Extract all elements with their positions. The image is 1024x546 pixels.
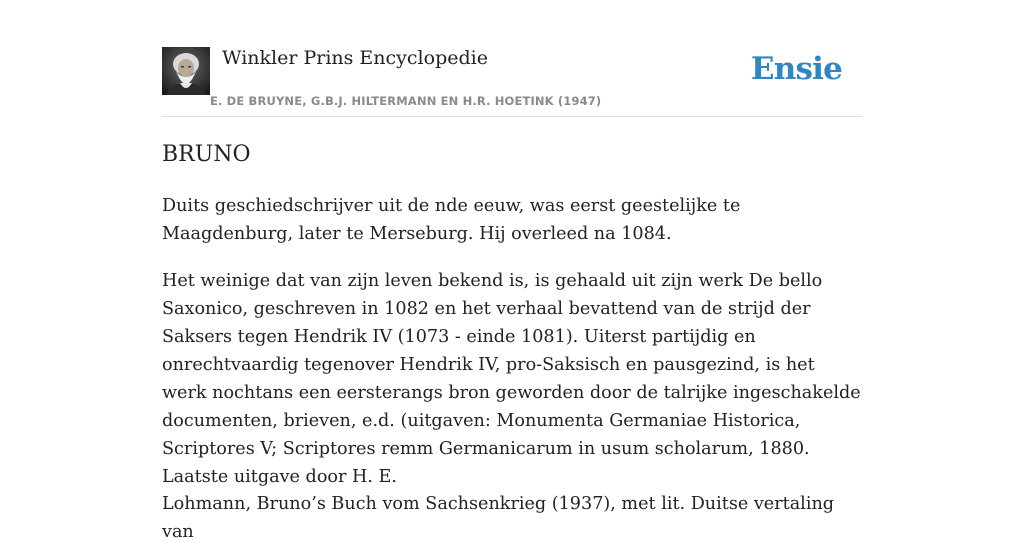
article-paragraph: Duits geschiedschrijver uit de nde eeuw, was eerst geestelijke te Maagdenburg, later te Merseburg. Hij overleed na 1084. bbox=[162, 196, 741, 244]
article-paragraph: Lohmann, Bruno’s Buch vom Sachsenkrieg (1937), met lit. Duitse vertaling van bbox=[162, 494, 835, 542]
article-paragraph: Het weinige dat van zijn leven bekend is, is gehaald uit zijn werk De bello Saxonico, geschreven in 1082 en het verhaal bevattend van de strijd der Saksers tegen Hendrik IV (1073 - einde 1081). Uiterst partijdig en onrechtvaardig tegenover Hendrik IV, pro-Saksisch en pausgezind, is het werk nochtans een eersterangs bron geworden door de talrijke ingeschakelde documenten, brieven, e.d. (uitgaven: Monumenta Germaniae Historica, Scriptores V; Scriptores remm Germanicarum in usum scholarum, 1880. Laatste uitgave door H. E. bbox=[162, 271, 861, 487]
site-title[interactable]: Winkler Prins Encyclopedie bbox=[222, 47, 488, 69]
authors-byline: E. DE BRUYNE, G.B.J. HILTERMANN EN H.R. HOETINK (1947) bbox=[210, 94, 602, 108]
ensie-logo[interactable]: Ensie bbox=[750, 51, 842, 87]
author-avatar-icon[interactable] bbox=[162, 47, 210, 95]
page-container bbox=[162, 0, 862, 542]
site-header bbox=[162, 0, 862, 117]
article-title: BRUNO bbox=[162, 142, 251, 167]
